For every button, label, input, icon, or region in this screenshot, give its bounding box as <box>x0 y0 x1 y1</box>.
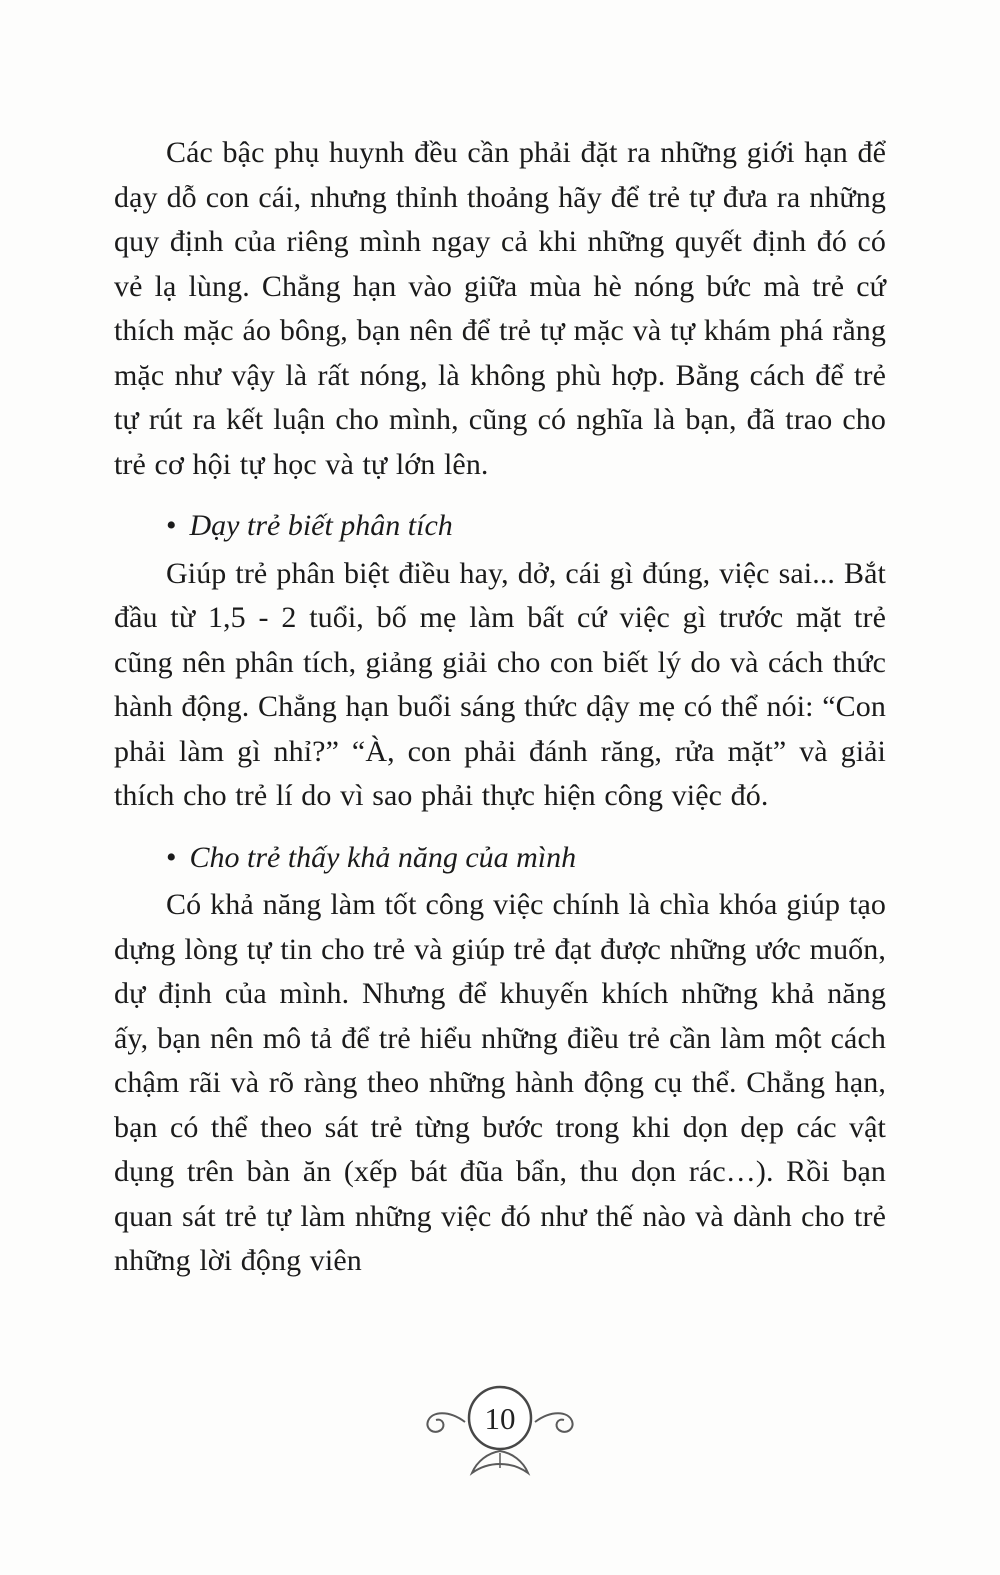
paragraph-analysis: Giúp trẻ phân biệt điều hay, dở, cái gì đúng, việc sai... Bắt đầu từ 1,5 - 2 tuổi, bố mẹ làm bất cứ việc gì trước mặt trẻ cũng nên phân tích, giảng giải cho con biết lý do và cách thức hành động. Chẳng hạn buổi sáng thức dậy mẹ có thể nói: “Con phải làm gì nhỉ?” “À, con phải đánh răng, rửa mặt” và giải thích cho trẻ lí do vì sao phải thực hiện công việc đó. <box>114 556 886 812</box>
bullet-icon: • <box>166 840 177 874</box>
page-number: 10 <box>484 1401 516 1436</box>
paragraph-limits: Các bậc phụ huynh đều cần phải đặt ra những giới hạn để dạy dỗ con cái, nhưng thỉnh thoảng hãy để trẻ tự đưa ra những quy định của riêng mình ngay cả khi những quyết định đó có vẻ lạ lùng. Chẳng hạn vào giữa mùa hè nóng bức mà trẻ cứ thích mặc áo bông, bạn nên để trẻ tự mặc và tự khám phá rằng mặc như vậy là rất nóng, là không phù hợp. Bằng cách để trẻ tự rút ra kết luận cho mình, cũng có nghĩa là bạn, đã trao cho trẻ cơ hội tự học và tự lớn lên. <box>114 136 886 481</box>
section-heading-ability-label: Cho trẻ thấy khả năng của mình <box>189 840 577 874</box>
section-heading-ability <box>114 836 886 881</box>
section-heading-analysis-label: Dạy trẻ biết phân tích <box>189 509 453 542</box>
flourish-left-icon <box>427 1413 465 1432</box>
page-number-ornament <box>405 1378 595 1482</box>
page-content <box>114 131 886 1284</box>
flourish-right-icon <box>535 1413 573 1432</box>
section-heading-analysis <box>114 504 886 549</box>
page-footer <box>0 1378 1000 1482</box>
paragraph-ability: Có khả năng làm tốt công việc chính là chìa khóa giúp tạo dựng lòng tự tin cho trẻ và giúp trẻ đạt được những ước muốn, dự định của mình. Nhưng để khuyến khích những khả năng ấy, bạn nên mô tả để trẻ hiểu những điều trẻ cần làm một cách chậm rãi và rõ ràng theo những hành động cụ thể. Chẳng hạn, bạn có thể theo sát trẻ từng bước trong khi dọn dẹp các vật dụng trên bàn ăn (xếp bát đũa bẩn, thu dọn rác…). Rồi bạn quan sát trẻ tự làm những việc đó như thế nào và dành cho trẻ những lời động viên <box>114 888 886 1277</box>
bullet-icon: • <box>166 509 177 542</box>
